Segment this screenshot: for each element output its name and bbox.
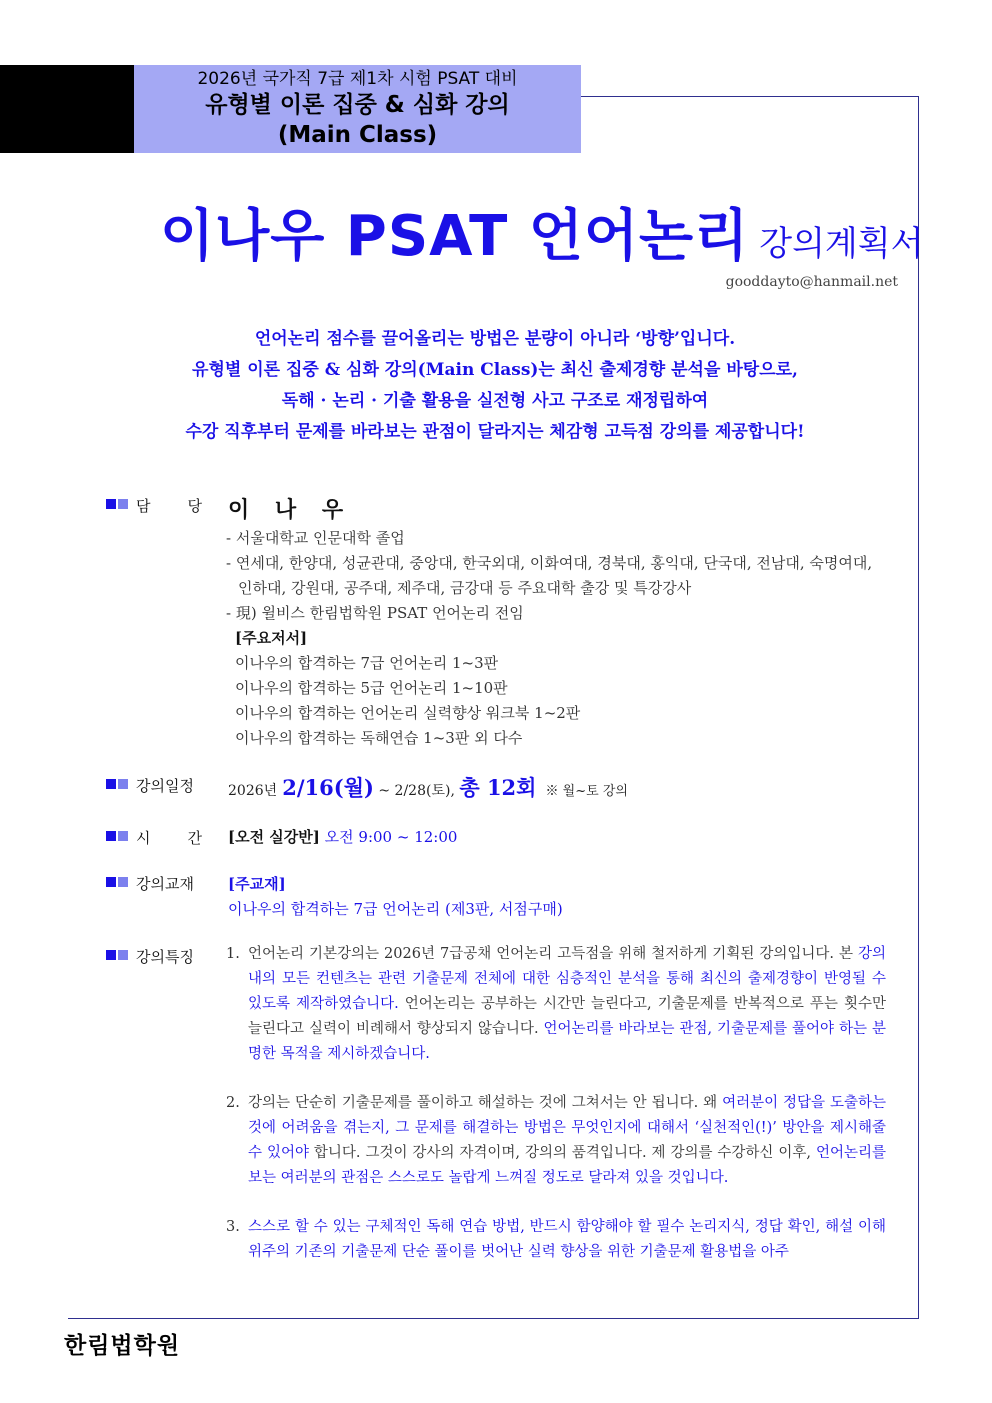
- bio-item: - 서울대학교 인문대학 졸업: [226, 529, 405, 547]
- feature-item: [226, 1091, 886, 1191]
- intro-line: 유형별 이론 집중 & 심화 강의(Main Class)는 최신 출제경향 분석을 바탕으로,: [192, 360, 798, 380]
- section-label-features: 강의특징: [136, 948, 194, 966]
- feature-number: 1.: [226, 946, 240, 962]
- section-label-time: 시 간: [136, 829, 202, 847]
- books-heading: [주요저서]: [235, 629, 308, 647]
- instructor-name: 이 나 우: [228, 497, 353, 523]
- title-main: 이나우 PSAT 언어논리: [160, 204, 750, 269]
- frame-bottom-line: [68, 1318, 919, 1319]
- intro-line: 수강 직후부터 문제를 바라보는 관점이 달라지는 체감형 고득점 강의를 제공합니다!: [185, 422, 805, 442]
- section-label-textbook: 강의교재: [136, 875, 194, 893]
- schedule-total: 총 12회: [459, 775, 537, 800]
- header-black-block: [0, 65, 134, 153]
- features-list: [226, 942, 886, 1289]
- feature-number: 3.: [226, 1219, 240, 1235]
- academy-logo: 한림법학원: [64, 1333, 181, 1359]
- textbook-tag: [주교재]: [228, 875, 286, 893]
- book-item: 이나우의 합격하는 7급 언어논리 1~3판: [235, 654, 499, 672]
- schedule-end: ~ 2/28(토),: [373, 783, 460, 799]
- bio-item: - 現) 윌비스 한림법학원 PSAT 언어논리 전임: [226, 604, 524, 622]
- section-bullet-icon: [106, 950, 128, 960]
- time-value: 오전 9:00 ~ 12:00: [324, 828, 458, 846]
- section-label-instructor: 담 당: [136, 497, 202, 515]
- contact-email: gooddayto@hanmail.net: [725, 274, 898, 290]
- intro-line: 독해 · 논리 · 기출 활용을 실전형 사고 구조로 재정립하여: [281, 391, 709, 411]
- feature-text: 강의는 단순히 기출문제를 풀이하고 해설하는 것에 그쳐서는 안 됩니다. 왜 여러분이 정답을 도출하는 것에 어려움을 겪는지, 그 문제를 해결하는 방법은 무엇인지에 대해서 ‘실천적인(!)’ 방안을 제시해줄 수 있어야 합니다. 그것이 강사의 자격이며, 강의의 품격입니다. 제 강의를 수강하신 이후, 언어논리를 보는 여러분의 관점은 스스로도 놀랍게 느껴질 정도로 달라져 있을 것입니다.: [248, 1095, 886, 1186]
- book-item: 이나우의 합격하는 5급 언어논리 1~10판: [235, 679, 508, 697]
- section-label-schedule: 강의일정: [136, 777, 194, 795]
- header-line-1: 2026년 국가직 7급 제1차 시험 PSAT 대비: [197, 69, 518, 89]
- section-bullet-icon: [106, 779, 128, 789]
- schedule-info: [228, 772, 628, 802]
- intro-line: 언어논리 점수를 끌어올리는 방법은 분량이 아니라 ‘방향’입니다.: [254, 329, 736, 349]
- time-tag: [오전 실강반]: [228, 828, 320, 846]
- book-item: 이나우의 합격하는 독해연습 1~3판 외 다수: [235, 729, 523, 747]
- section-bullet-icon: [106, 877, 128, 887]
- book-item: 이나우의 합격하는 언어논리 실력향상 워크북 1~2판: [235, 704, 581, 722]
- schedule-note: ※ 월~토 강의: [545, 784, 628, 799]
- frame-right-line: [918, 96, 919, 1318]
- instructor-bio: [226, 526, 891, 751]
- frame-top-line: [581, 96, 918, 97]
- feature-number: 2.: [226, 1095, 240, 1111]
- section-bullet-icon: [106, 499, 128, 509]
- bio-item: - 연세대, 한양대, 성균관대, 중앙대, 한국외대, 이화여대, 경북대, 홍익대, 단국대, 전남대, 숙명여대, 인하대, 강원대, 공주대, 제주대, 금강대 등 주요대학 출강 및 특강강사: [226, 554, 873, 597]
- section-bullet-icon: [106, 831, 128, 841]
- intro-paragraph: [70, 324, 920, 448]
- feature-item: [226, 942, 886, 1067]
- feature-item: [226, 1215, 886, 1265]
- schedule-year: 2026년: [228, 783, 278, 799]
- title-sub: 강의계획서: [759, 224, 924, 264]
- course-header-box: [134, 65, 581, 153]
- header-line-3: (Main Class): [277, 122, 438, 148]
- feature-text: 스스로 할 수 있는 구체적인 독해 연습 방법, 반드시 함양해야 할 필수 논리지식, 정답 확인, 해설 이해 위주의 기존의 기출문제 단순 풀이를 벗어난 실력 향상을 위한 기출문제 활용법을 아주: [248, 1219, 886, 1260]
- textbook-info: [228, 872, 563, 922]
- schedule-start: 2/16(월): [282, 775, 374, 800]
- textbook-title: 이나우의 합격하는 7급 언어논리 (제3판, 서점구매): [228, 900, 563, 918]
- time-info: [228, 826, 457, 847]
- feature-text: 언어논리 기본강의는 2026년 7급공채 언어논리 고득점을 위해 철저하게 기획된 강의입니다. 본 강의 내의 모든 컨텐츠는 관련 기출문제 전체에 대한 심층적인 분석을 통해 최신의 출제경향이 반영될 수 있도록 제작하였습니다. 언어논리는 공부하는 시간만 늘린다고, 기출문제를 반복적으로 푸는 횟수만 늘린다고 실력이 비례해서 향상되지 않습니다. 언어논리를 바라보는 관점, 기출문제를 풀어야 하는 분명한 목적을 제시하겠습니다.: [248, 946, 886, 1062]
- header-line-2: 유형별 이론 집중 & 심화 강의: [205, 92, 510, 118]
- page-title: [160, 192, 924, 272]
